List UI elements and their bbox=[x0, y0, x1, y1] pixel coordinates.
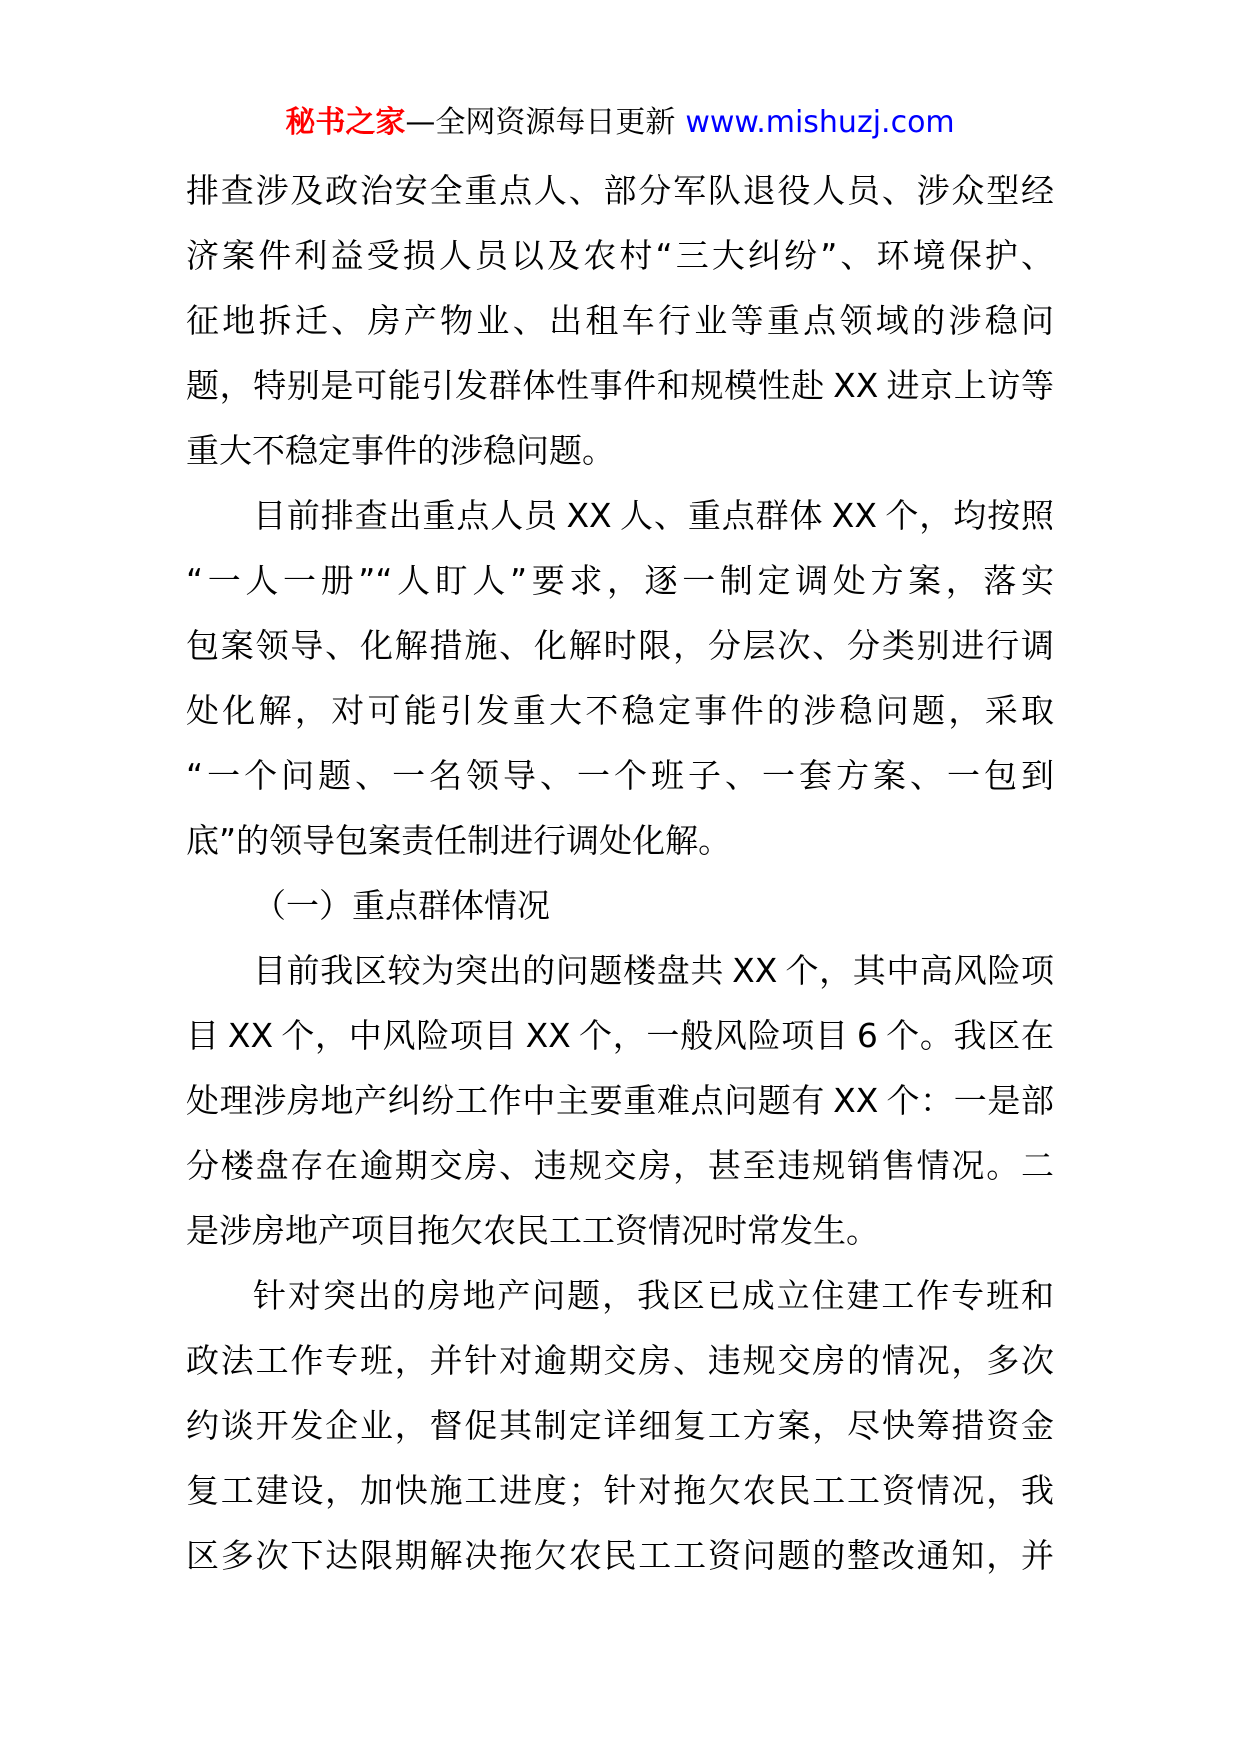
paragraph bbox=[186, 483, 1054, 873]
paragraph bbox=[186, 158, 1054, 483]
header-brand: 秘书之家 bbox=[285, 105, 406, 140]
body-line: 包案领导、化解措施、化解时限，分层次、分类别进行调 bbox=[186, 626, 1054, 665]
body-line: 政法工作专班，并针对逾期交房、违规交房的情况，多次 bbox=[186, 1341, 1054, 1380]
page-header bbox=[0, 100, 1240, 146]
section-heading: （一）重点群体情况 bbox=[253, 886, 550, 925]
body-line: 征地拆迁、房产物业、出租车行业等重点领域的涉稳问 bbox=[186, 301, 1054, 340]
body-line: 处化解，对可能引发重大不稳定事件的涉稳问题，采取 bbox=[186, 691, 1054, 730]
body-line: 约谈开发企业，督促其制定详细复工方案，尽快筹措资金 bbox=[186, 1406, 1054, 1445]
body-line: 济案件利益受损人员以及农村“三大纠纷”、环境保护、 bbox=[186, 236, 1054, 275]
body-line: “一个问题、一名领导、一个班子、一套方案、一包到 bbox=[186, 756, 1054, 795]
body-line: 分楼盘存在逾期交房、违规交房，甚至违规销售情况。二 bbox=[186, 1146, 1054, 1185]
body-line: 目 XX 个，中风险项目 XX 个，一般风险项目 6 个。我区在 bbox=[186, 1016, 1054, 1055]
header-url-link[interactable]: www.mishuzj.com bbox=[685, 105, 955, 140]
body-line: 排查涉及政治安全重点人、部分军队退役人员、涉众型经 bbox=[186, 171, 1054, 210]
body-line: 题，特别是可能引发群体性事件和规模性赴 XX 进京上访等 bbox=[186, 366, 1054, 405]
body-line: 是涉房地产项目拖欠农民工工资情况时常发生。 bbox=[186, 1211, 879, 1250]
body-line: 针对突出的房地产问题，我区已成立住建工作专班和 bbox=[253, 1276, 1054, 1315]
body-line: 目前我区较为突出的问题楼盘共 XX 个，其中高风险项 bbox=[253, 951, 1054, 990]
body-line: 重大不稳定事件的涉稳问题。 bbox=[186, 431, 615, 470]
paragraph bbox=[186, 1263, 1054, 1588]
body-line: 复工建设，加快施工进度；针对拖欠农民工工资情况，我 bbox=[186, 1471, 1054, 1510]
body-line: “一人一册”“人盯人”要求，逐一制定调处方案，落实 bbox=[186, 561, 1054, 600]
document-body bbox=[186, 158, 1054, 1588]
header-tagline: —全网资源每日更新 bbox=[405, 105, 676, 140]
body-line: 目前排查出重点人员 XX 人、重点群体 XX 个，均按照 bbox=[253, 496, 1054, 535]
paragraph bbox=[186, 938, 1054, 1263]
body-line: 底”的领导包案责任制进行调处化解。 bbox=[186, 821, 732, 860]
body-line: 处理涉房地产纠纷工作中主要重难点问题有 XX 个：一是部 bbox=[186, 1081, 1054, 1120]
body-line: 区多次下达限期解决拖欠农民工工资问题的整改通知，并 bbox=[186, 1536, 1054, 1575]
